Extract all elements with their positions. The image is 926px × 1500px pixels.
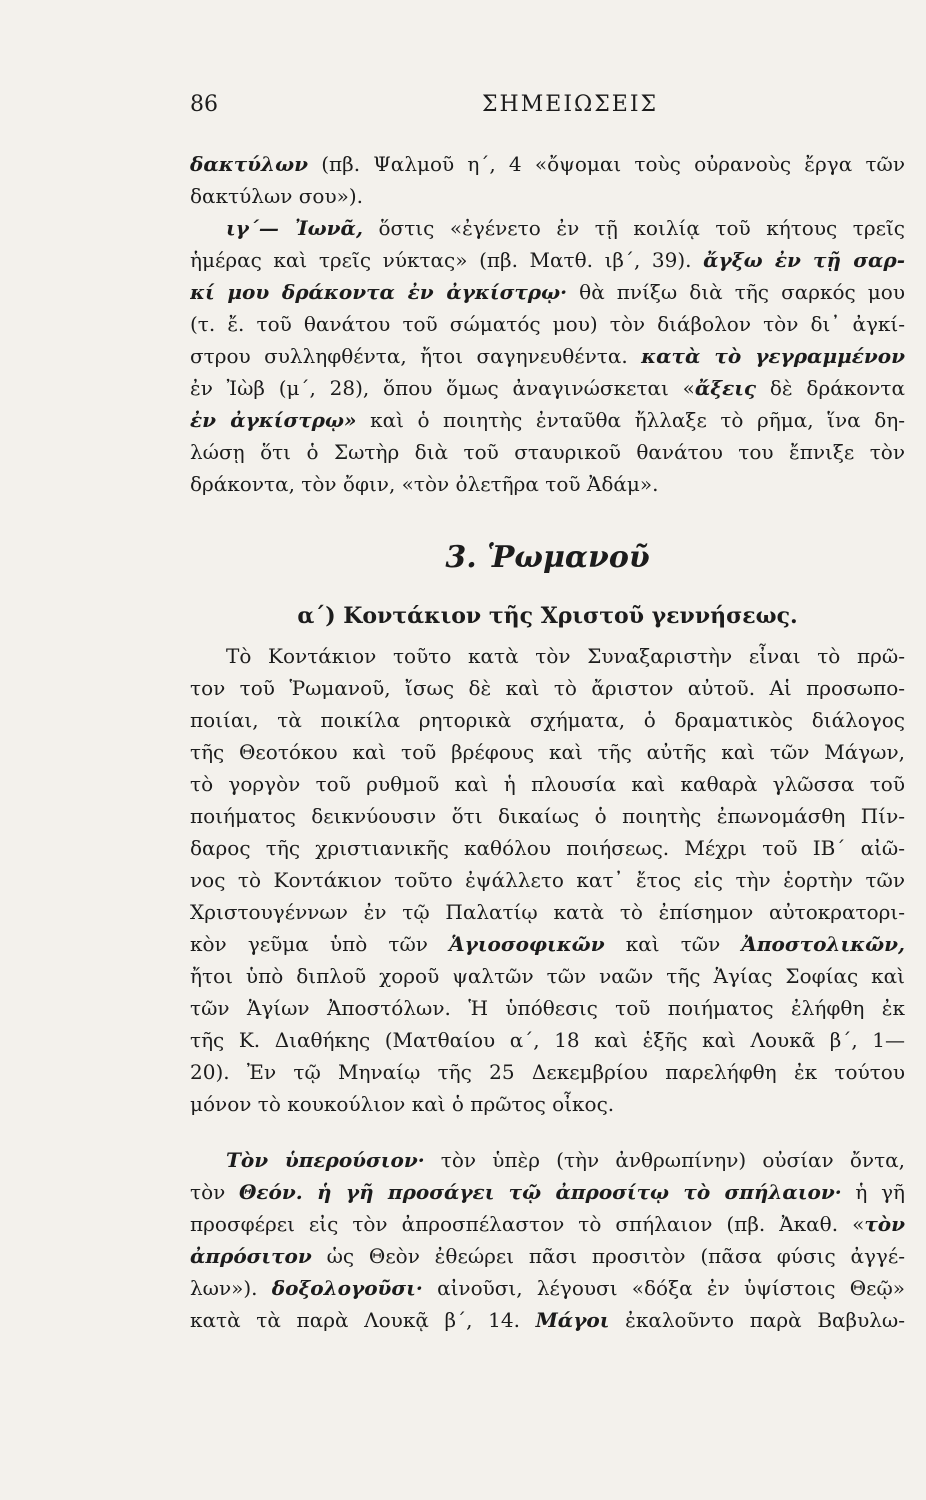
- text-line: ἤτοι ὑπὸ διπλοῦ χοροῦ ψαλτῶν τῶν ναῶν τῆς Ἁγίας Σοφίας καὶ: [190, 964, 905, 988]
- subsection-title: α΄) Κοντάκιον τῆς Χριστοῦ γεννήσεως.: [297, 603, 798, 629]
- text-line: ἀπρόσιτον ὡς Θεὸν ἐθεώρει πᾶσι προσιτὸν (πᾶσα φύσις ἀγγέ-: [190, 1244, 905, 1268]
- text-line: τὸν Θεόν. ἡ γῆ προσάγει τῷ ἀπροσίτῳ τὸ σπήλαιον· ἡ γῆ: [190, 1180, 905, 1204]
- section-title: 3. Ῥωμανοῦ: [445, 540, 650, 575]
- text-line: νος τὸ Κοντάκιον τοῦτο ἐψάλλετο κατ᾽ ἔτος εἰς τὴν ἑορτὴν τῶν: [190, 868, 905, 892]
- running-title: ΣΗΜΕΙΩΣΕΙΣ: [482, 92, 659, 117]
- commentary-paragraph: [190, 1144, 905, 1336]
- text-line: τῶν Ἁγίων Ἀποστόλων. Ἡ ὑπόθεσις τοῦ ποιήματος ἐλήφθη ἐκ: [190, 996, 905, 1020]
- text-line: 20). Ἐν τῷ Μηναίῳ τῆς 25 Δεκεμβρίου παρελήφθη ἐκ τούτου: [190, 1060, 905, 1084]
- page-header: [190, 92, 900, 128]
- text-line: λων»). δοξολογοῦσι· αἰνοῦσι, λέγουσι «δόξα ἐν ὑψίστοις Θεῷ»: [190, 1276, 905, 1300]
- text-line: δακτύλων (πβ. Ψαλμοῦ η΄, 4 «ὄψομαι τοὺς οὐρανοὺς ἔργα τῶν: [190, 152, 905, 176]
- text-line: ἡμέρας καὶ τρεῖς νύκτας» (πβ. Ματθ. ιβ΄, 39). ἄγξω ἐν τῇ σαρ-: [190, 248, 905, 272]
- page-number: 86: [190, 92, 218, 117]
- text-line: τῆς Θεοτόκου καὶ τοῦ βρέφους καὶ τῆς αὐτῆς καὶ τῶν Μάγων,: [190, 740, 905, 764]
- text-line: ἐν ἀγκίστρῳ» καὶ ὁ ποιητὴς ἐνταῦθα ἤλλαξε τὸ ρῆμα, ἵνα δη-: [190, 408, 905, 432]
- text-line: προσφέρει εἰς τὸν ἀπροσπέλαστον τὸ σπήλαιον (πβ. Ἀκαθ. «τὸν: [190, 1212, 905, 1236]
- text-line: ἐν Ἰὼβ (μ΄, 28), ὅπου ὅμως ἀναγινώσκεται «ἄξεις δὲ δράκοντα: [190, 376, 905, 400]
- text-line: δακτύλων σου»).: [190, 184, 364, 208]
- text-line: κί μου δράκοντα ἐν ἀγκίστρῳ· θὰ πνίξω διὰ τῆς σαρκός μου: [190, 280, 905, 304]
- text-line: μόνον τὸ κουκούλιον καὶ ὁ πρῶτος οἶκος.: [190, 1092, 615, 1116]
- text-line: στρου συλληφθέντα, ἤτοι σαγηνευθέντα. κατὰ τὸ γεγραμμένον: [190, 344, 905, 368]
- text-line: Τὸν ὑπερούσιον· τὸν ὑπὲρ (τὴν ἀνθρωπίνην) οὐσίαν ὄντα,: [226, 1148, 905, 1172]
- text-line: τον τοῦ Ῥωμανοῦ, ἴσως δὲ καὶ τὸ ἄριστον αὐτοῦ. Αἱ προσωπο-: [190, 676, 905, 700]
- text-line: Τὸ Κοντάκιον τοῦτο κατὰ τὸν Συναξαριστὴν εἶναι τὸ πρῶ-: [226, 644, 905, 668]
- text-line: τὸ γοργὸν τοῦ ρυθμοῦ καὶ ἡ πλουσία καὶ καθαρὰ γλῶσσα τοῦ: [190, 772, 905, 796]
- body-paragraph: [190, 640, 905, 1120]
- text-line: δαρος τῆς χριστιανικῆς καθόλου ποιήσεως. Μέχρι τοῦ ΙΒ΄ αἰῶ-: [190, 836, 905, 860]
- text-line: κατὰ τὰ παρὰ Λουκᾷ β΄, 14. Μάγοι ἐκαλοῦντο παρὰ Βαβυλω-: [190, 1308, 905, 1332]
- text-line: Χριστουγέννων ἐν τῷ Παλατίῳ κατὰ τὸ ἐπίσημον αὐτοκρατορι-: [190, 900, 905, 924]
- text-line: τῆς Κ. Διαθήκης (Ματθαίου α΄, 18 καὶ ἑξῆς καὶ Λουκᾶ β΄, 1—: [190, 1028, 905, 1052]
- text-line: λώσῃ ὅτι ὁ Σωτὴρ διὰ τοῦ σταυρικοῦ θανάτου του ἔπνιξε τὸν: [190, 440, 905, 464]
- text-line: ποιήματος δεικνύουσιν ὅτι δικαίως ὁ ποιητὴς ἐπωνομάσθη Πίν-: [190, 804, 905, 828]
- text-line: κὸν γεῦμα ὑπὸ τῶν Ἁγιοσοφικῶν καὶ τῶν Ἀποστολικῶν,: [190, 932, 905, 956]
- text-line: ιγ΄— Ἰωνᾶ, ὅστις «ἐγένετο ἐν τῇ κοιλίᾳ τοῦ κήτους τρεῖς: [226, 216, 905, 240]
- notes-paragraph: [190, 148, 905, 500]
- text-line: δράκοντα, τὸν ὄφιν, «τὸν ὀλετῆρα τοῦ Ἀδάμ».: [190, 472, 659, 496]
- text-line: ποιίαι, τὰ ποικίλα ρητορικὰ σχήματα, ὁ δραματικὸς διάλογος: [190, 708, 905, 732]
- text-line: (τ. ἔ. τοῦ θανάτου τοῦ σώματός μου) τὸν διάβολον τὸν δι᾽ ἀγκί-: [190, 312, 905, 336]
